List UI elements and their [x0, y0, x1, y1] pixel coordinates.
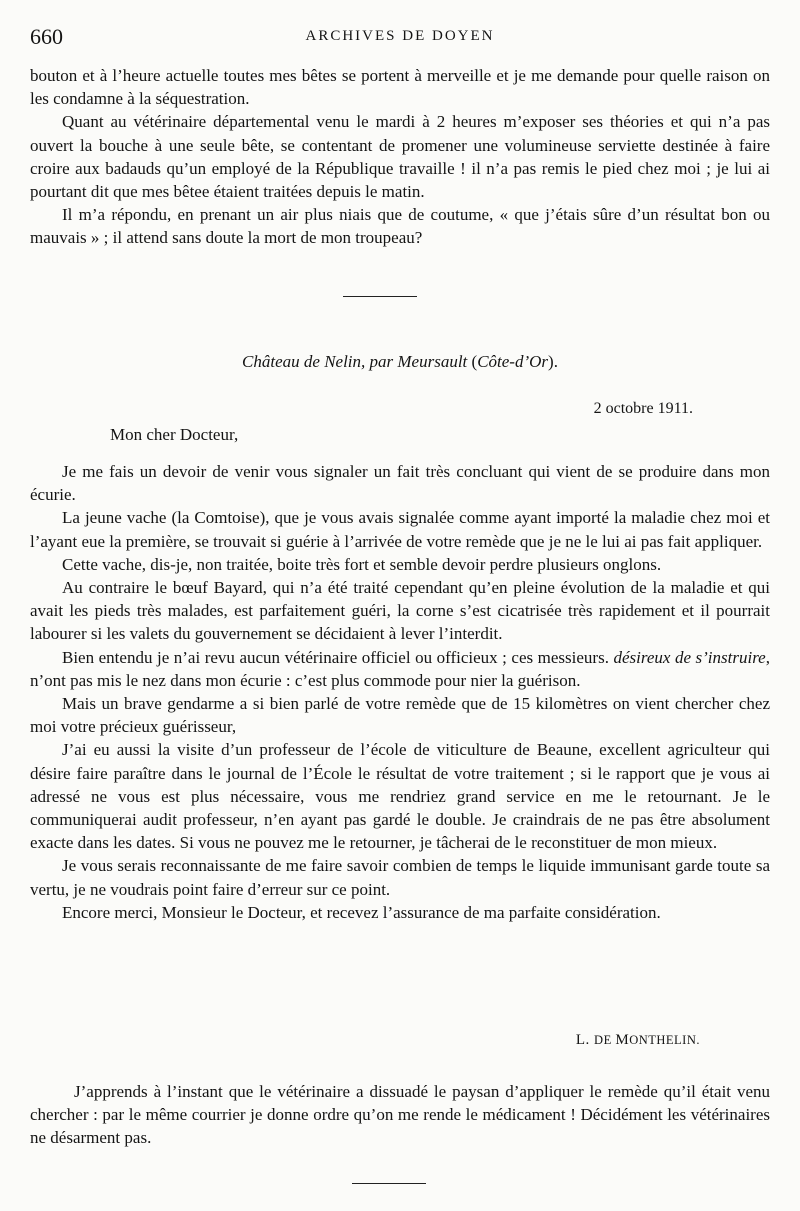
- signature-capital: M: [615, 1032, 630, 1048]
- letter-salutation: Mon cher Docteur,: [110, 425, 239, 444]
- paren-close: ).: [548, 352, 558, 371]
- paragraph: Au contraire le bœuf Bayard, qui n’a été traité cependant qu’en pleine évolution de la maladie et qui avait les pieds très malades, est parfaitement guéri, la corne s’est cicatrisée très rapidement et il pourrait labourer si les valets du gouvernement se décidaient à lever l’interdit.: [30, 578, 770, 644]
- place-dept: Côte-d’Or: [477, 352, 549, 371]
- section-divider: [343, 296, 417, 297]
- paragraph-text: , n’ont pas mis le nez dans mon écurie : c’est plus commode pour nier la guérison.: [30, 647, 770, 690]
- letter-date: 2 octobre 1911.: [593, 400, 693, 417]
- paragraph: [30, 646, 770, 692]
- paragraph: J’ai eu aussi la visite d’un professeur de l’école de viticulture de Beaune, excellent agriculteur qui désire faire paraître dans le journal de l’École le résultat de votre traitement ; si le rapport que je vous ai adressé ne vous est plus nécessaire, vous me rendriez grand service en me le retournant. Je le communiquerai audit professeur, n’en ayant pas gardé le double. Je craindrais de ne pas être absolument exacte dans les dates. Si vous ne pouvez me le retourner, je tâcherai de le reconstituer de mon mieux.: [30, 740, 770, 853]
- section-continuation: [30, 64, 770, 250]
- paragraph: Je me fais un devoir de venir vous signaler un fait très concluant qui vient de se produire dans mon écurie.: [30, 462, 770, 505]
- paragraph: Mais un brave gendarme a si bien parlé de votre remède que de 15 kilomètres on vient chercher chez moi votre précieux guérisseur,: [30, 694, 770, 737]
- signature-rest: ONTHELIN.: [629, 1033, 700, 1047]
- signature-initial: L.: [575, 1032, 595, 1048]
- paren-open: (: [471, 352, 478, 371]
- paragraph: J’apprends à l’instant que le vétérinaire a dissuadé le paysan d’appliquer le remède qu’il était venu chercher : par le même courrier je donne ordre qu’on me rende le médicament ! Décidément les vétérinaires ne désarment pas.: [30, 1082, 770, 1148]
- postscript: [30, 1080, 770, 1150]
- end-divider: [352, 1183, 426, 1184]
- paragraph: Je vous serais reconnaissante de me faire savoir combien de temps le liquide immunisant garde toute sa vertu, je ne voudrais point faire d’erreur sur ce point.: [30, 856, 770, 899]
- paragraph-text: Bien entendu je n’ai revu aucun vétérinaire officiel ou officieux ; ces messieurs.: [62, 647, 614, 667]
- paragraph: Il m’a répondu, en prenant un air plus niais que de coutume, « que j’étais sûre d’un résultat bon ou mauvais » ; il attend sans doute la mort de mon troupeau?: [30, 205, 770, 248]
- paragraph: Quant au vétérinaire départemental venu le mardi à 2 heures m’exposer ses théories et qui n’a pas ouvert la bouche à une seule bête, se contentant de promener une volumineuse serviette destinée à faire croire aux badauds qu’un employé de la République travaille ! il n’a pas remis le pied chez moi ; je lui ai pourtant dit que mes bêtee étaient traitées depuis le matin.: [30, 112, 770, 202]
- page-number: 660: [30, 24, 63, 49]
- running-title: ARCHIVES DE DOYEN: [305, 28, 495, 44]
- letter-body: [30, 460, 770, 924]
- running-head: [30, 24, 770, 54]
- paragraph: La jeune vache (la Comtoise), que je vous avais signalée comme ayant importé la maladie chez moi et l’ayant eue la première, se trouvait si guérie à l’arrivée de votre remède que je ne le lui ai pas fait appliquer.: [30, 508, 770, 551]
- paragraph: bouton et à l’heure actuelle toutes mes bêtes se portent à merveille et je me demande pour quelle raison on les condamne à la séquestration.: [30, 66, 770, 109]
- signature-particle: DE: [594, 1033, 616, 1047]
- place-name: Château de Nelin, par Meursault: [242, 352, 472, 371]
- letter-signature: [576, 1032, 700, 1049]
- paragraph: Encore merci, Monsieur le Docteur, et recevez l’assurance de ma parfaite considération.: [62, 902, 661, 922]
- paragraph: Cette vache, dis-je, non traitée, boite très fort et semble devoir perdre plusieurs onglons.: [62, 554, 662, 574]
- letter-place-line: [0, 352, 800, 372]
- italic-phrase: désireux de s’instruire: [613, 647, 766, 667]
